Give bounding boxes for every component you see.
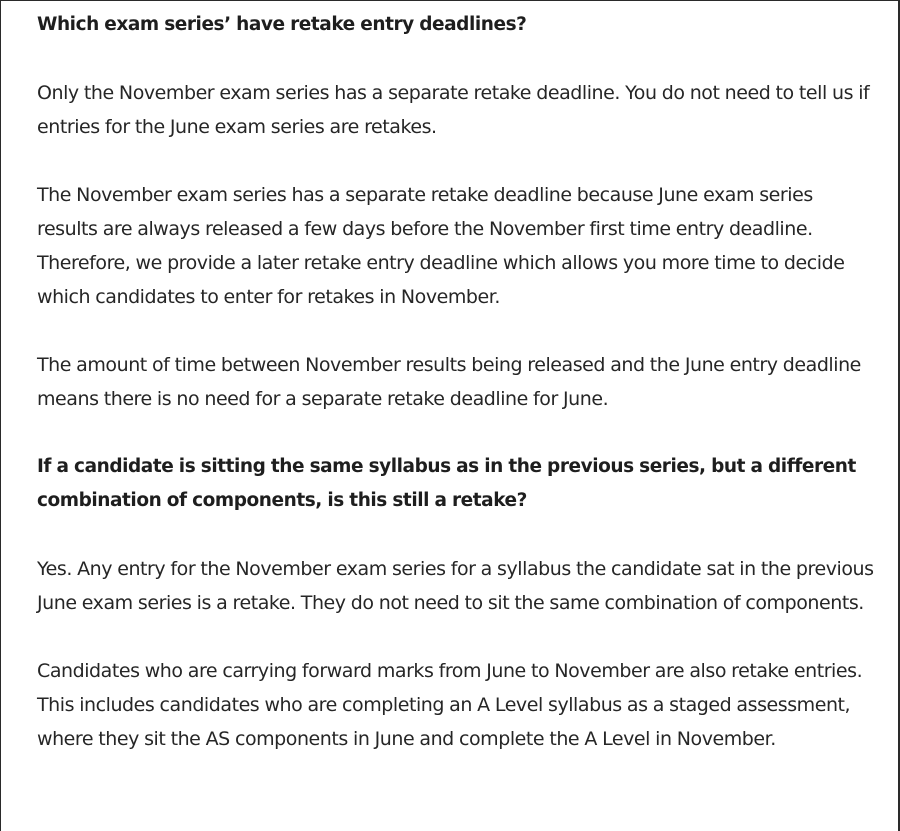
answer-paragraph: Yes. Any entry for the November exam series for a syllabus the candidate sat in the previous June exam series is a retake. They do not need to sit the same combination of components. [37,558,874,614]
spacer [37,314,878,348]
spacer [37,144,878,178]
answer-paragraph: The November exam series has a separate retake deadline because June exam series results are always released a few days before the November first time entry deadline. Therefore, we provide a later retake entry deadline which allows you more time to decide which candidates to enter for retakes in November. [37,184,845,308]
spacer [37,620,878,654]
question-heading-retake-deadlines: Which exam series’ have retake entry deadlines? [37,14,527,35]
answer-paragraph: Candidates who are carrying forward marks from June to November are also retake entries. This includes candidates who are completing an A Level syllabus as a staged assessment, where they sit the AS components in June and complete the A Level in November. [37,660,863,750]
spacer [37,518,878,552]
question-heading-component-combination: If a candidate is sitting the same syllabus as in the previous series, but a different combination of components, is this still a retake? [37,456,856,511]
answer-paragraph: Only the November exam series has a separate retake deadline. You do not need to tell us if entries for the June exam series are retakes. [37,82,870,138]
spacer [37,416,878,450]
answer-paragraph: The amount of time between November results being released and the June entry deadline means there is no need for a separate retake deadline for June. [37,354,861,410]
spacer [37,42,878,76]
